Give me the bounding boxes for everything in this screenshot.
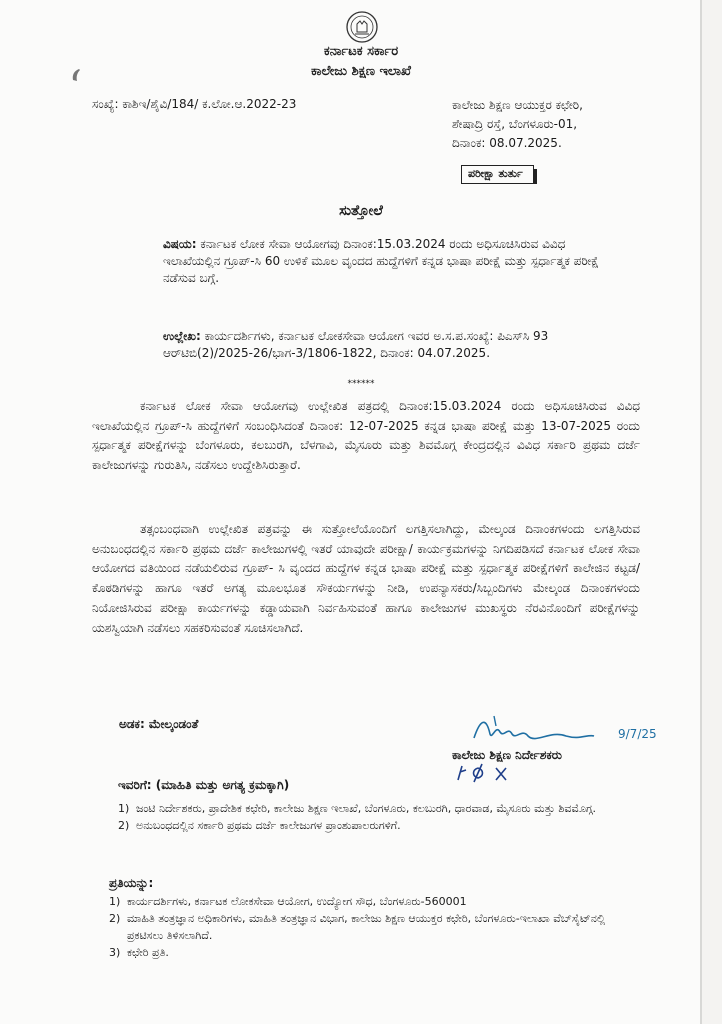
body-paragraph-2: ತತ್ಸಂಬಂಧವಾಗಿ ಉಲ್ಲೇಖಿತ ಪತ್ರವನ್ನು ಈ ಸುತ್ತೋಲೆಯೊಂದಿಗೆ ಲಗತ್ತಿಸಲಾಗಿದ್ದು, ಮೇಲ್ಕಂಡ ದಿನಾಂಕಗಳಂದು ಲಗತ್ತಿಸಿರುವ ಅನುಬಂಧದಲ್ಲಿನ ಸರ್ಕಾರಿ ಪ್ರಥಮ ದರ್ಜೆ ಕಾಲೇಜುಗಳಲ್ಲಿ ಇತರೆ ಯಾವುದೇ ಪರೀಕ್ಷಾ/ ಕಾರ್ಯಕ್ರಮಗಳನ್ನು ನಿಗದಿಪಡಿಸದೆ ಕರ್ನಾಟಕ ಲೋಕ ಸೇವಾ ಆಯೋಗದ ವತಿಯಿಂದ ನಡೆಯಲಿರುವ ಗ್ರೂಪ್- ಸಿ ವೃಂದದ ಹುದ್ದೆಗಳ ಕನ್ನಡ ಭಾಷಾ ಪರೀಕ್ಷೆ ಮತ್ತು ಸ್ಪರ್ಧಾತ್ಮಕ ಪರೀಕ್ಷೆಗಳಿಗೆ ಕಾಲೇಜಿನ ಕಟ್ಟಡ/ ಕೊಠಡಿಗಳನ್ನು ಹಾಗೂ ಇತರೆ ಅಗತ್ಯ ಮೂಲಭೂತ ಸೌಕರ್ಯಗಳನ್ನು ನೀಡಿ, ಉಪನ್ಯಾಸಕರು/ಸಿಬ್ಬಂದಿಗಳು ಮೇಲ್ಕಂಡ ದಿನಾಂಕಗಳಂದು ನಿಯೋಜಿಸಿರುವ ಪರೀಕ್ಷಾ ಕಾರ್ಯಗಳನ್ನು ಕಡ್ಡಾಯವಾಗಿ ನಿರ್ವಹಿಸುವಂತೆ ಹಾಗೂ ಕಾಲೇಜುಗಳ ಮುಖಸ್ಥರು ನೆರವಿನೊಂದಿಗೆ ಪರೀಕ್ಷೆಗಳನ್ನು ಯಶಸ್ವಿಯಾಗಿ ನಡೆಸಲು ಸಹಕರಿಸುವಂತೆ ಸೂಚಿಸಲಾಗಿದೆ.: [92, 522, 640, 635]
list-text: ಕಛೇರಿ ಪ್ರತಿ.: [127, 946, 169, 959]
list-text: ಅನುಬಂಧದಲ್ಲಿನ ಸರ್ಕಾರಿ ಪ್ರಥಮ ದರ್ಜೆ ಕಾಲೇಜುಗಳ ಪ್ರಾಂಶುಪಾಲರುಗಳಿಗೆ.: [136, 819, 401, 832]
list-item: [109, 944, 609, 961]
copy-to-label: ಪ್ರತಿಯನ್ನು:: [109, 876, 154, 890]
document-title: ಸುತ್ತೋಲೆ: [339, 203, 383, 219]
recipients-label: ಇವರಿಗೆ: (ಮಾಹಿತಿ ಮತ್ತು ಅಗತ್ಯ ಕ್ರಮಕ್ಕಾಗಿ): [118, 778, 290, 792]
list-number: 3): [109, 946, 121, 959]
enclosure-note: ಅಡಕ: ಮೇಲ್ಕಂಡಂತೆ: [119, 717, 199, 731]
reference-block: [163, 328, 603, 362]
list-item: [118, 817, 618, 834]
address-line: ಕಾಲೇಜು ಶಿಕ್ಷಣ ಆಯುಕ್ತರ ಕಛೇರಿ,: [452, 98, 583, 112]
list-number: 1): [109, 895, 121, 908]
issue-date: ದಿನಾಂಕ: 08.07.2025.: [452, 136, 562, 150]
recipients-list: [118, 800, 618, 834]
reference-text: ಕಾರ್ಯದರ್ಶಿಗಳು, ಕರ್ನಾಟಕ ಲೋಕಸೇವಾ ಆಯೋಗ ಇವರ ಅ.ಸ.ಪ.ಸಂಖ್ಯೆ: ಪಿಎಸ್‌ಸಿ 93 ಆರ್‌ಟಿಬಿ(2)/2025-26/ಭಾಗ-3/1806-1822, ದಿನಾಂಕ: 04.07.2025.: [163, 329, 549, 360]
copy-to-list: [109, 893, 609, 961]
list-number: 2): [118, 819, 130, 832]
body-paragraph-1: ಕರ್ನಾಟಕ ಲೋಕ ಸೇವಾ ಆಯೋಗವು ಉಲ್ಲೇಖಿತ ಪತ್ರದಲ್ಲಿ ದಿನಾಂಕ:15.03.2024 ರಂದು ಅಧಿಸೂಚಿಸಿರುವ ವಿವಿಧ ಇಲಾಖೆಯಲ್ಲಿನ ಗ್ರೂಪ್-ಸಿ ಹುದ್ದೆಗಳಿಗೆ ಸಂಬಂಧಿಸಿದಂತೆ ದಿನಾಂಕ: 12-07-2025 ಕನ್ನಡ ಭಾಷಾ ಪರೀಕ್ಷೆ ಮತ್ತು 13-07-2025 ರಂದು ಸ್ಪರ್ಧಾತ್ಮಕ ಪರೀಕ್ಷೆಗಳನ್ನು ಬೆಂಗಳೂರು, ಕಲಬುರಗಿ, ಬೆಳಗಾವಿ, ಮೈಸೂರು ಮತ್ತು ಶಿವಮೊಗ್ಗ ಕೇಂದ್ರದಲ್ಲಿನ ವಿವಿಧ ಸರ್ಕಾರಿ ಪ್ರಥಮ ದರ್ಜೆ ಕಾಲೇಜುಗಳನ್ನು ಗುರುತಿಸಿ, ನಡೆಸಲು ಉದ್ದೇಶಿಸಿರುತ್ತಾರೆ.: [92, 399, 640, 473]
signature-date: 9/7/25: [618, 727, 657, 741]
address-line: ಶೇಷಾದ್ರಿ ರಸ್ತೆ, ಬೆಂಗಳೂರು-01,: [452, 117, 578, 131]
list-item: [118, 800, 618, 817]
reference-number: ಸಂಖ್ಯೆ: ಕಾಶಿಇ/ಶೈವಿ/184/ ಕ.ಲೋ.ಆ.2022-23: [92, 97, 297, 111]
list-number: 2): [109, 912, 121, 925]
signatory-designation: ಕಾಲೇಜು ಶಿಕ್ಷಣ ನಿರ್ದೇಶಕರು: [452, 748, 562, 762]
list-text: ಜಂಟಿ ನಿರ್ದೇಶಕರು, ಪ್ರಾದೇಶಿಕ ಕಛೇರಿ, ಕಾಲೇಜು ಶಿಕ್ಷಣ ಇಲಾಖೆ, ಬೆಂಗಳೂರು, ಕಲಬುರಗಿ, ಧಾರವಾಡ, ಮೈಸೂರು ಮತ್ತು ಶಿವಮೊಗ್ಗ.: [136, 802, 597, 815]
list-text: ಮಾಹಿತಿ ತಂತ್ರಜ್ಞಾನ ಅಧಿಕಾರಿಗಳು, ಮಾಹಿತಿ ತಂತ್ರಜ್ಞಾನ ವಿಭಾಗ, ಕಾಲೇಜು ಶಿಕ್ಷಣ ಆಯುಕ್ತರ ಕಛೇರಿ, ಬೆಂಗಳೂರು-ಇಲಾಖಾ ವೆಬ್‌ಸೈಟ್‌ನಲ್ಲಿ ಪ್ರಕಟಿಸಲು ತಿಳಿಸಲಾಗಿದೆ.: [127, 912, 606, 942]
punch-hole-mark: [70, 68, 82, 82]
government-emblem-icon: [345, 10, 379, 44]
government-name: ಕರ್ನಾಟಕ ಸರ್ಕಾರ: [323, 44, 399, 59]
handwritten-signature: [470, 710, 670, 750]
subject-text: ಕರ್ನಾಟಕ ಲೋಕ ಸೇವಾ ಆಯೋಗವು ದಿನಾಂಕ:15.03.2024 ರಂದು ಅಧಿಸೂಚಿಸಿರುವ ವಿವಿಧ ಇಲಾಖೆಯಲ್ಲಿನ ಗ್ರೂಪ್-ಸಿ 60 ಉಳಿಕೆ ಮೂಲ ವೃಂದದ ಹುದ್ದೆಗಳಿಗೆ ಕನ್ನಡ ಭಾಷಾ ಪರೀಕ್ಷೆ ಮತ್ತು ಸ್ಪರ್ಧಾತ್ಮಕ ಪರೀಕ್ಷೆ ನಡೆಸುವ ಬಗ್ಗೆ.: [163, 237, 599, 285]
subject-block: [163, 236, 603, 287]
reference-label: ಉಲ್ಲೇಖ:: [163, 329, 201, 343]
department-name: ಕಾಲೇಜು ಶಿಕ್ಷಣ ಇಲಾಖೆ: [311, 64, 411, 79]
separator: ******: [347, 379, 375, 389]
handwritten-initials: [452, 760, 542, 784]
list-item: [109, 910, 609, 944]
list-number: 1): [118, 802, 130, 815]
office-address: [452, 96, 583, 153]
list-item: [109, 893, 609, 910]
subject-label: ವಿಷಯ:: [163, 237, 197, 251]
urgency-stamp: ಪರೀಕ್ಷಾ ತುರ್ತು: [461, 165, 534, 184]
list-text: ಕಾರ್ಯದರ್ಶಿಗಳು, ಕರ್ನಾಟಕ ಲೋಕಸೇವಾ ಆಯೋಗ, ಉದ್ಯೋಗ ಸೌಧ, ಬೆಂಗಳೂರು-560001: [127, 895, 467, 908]
